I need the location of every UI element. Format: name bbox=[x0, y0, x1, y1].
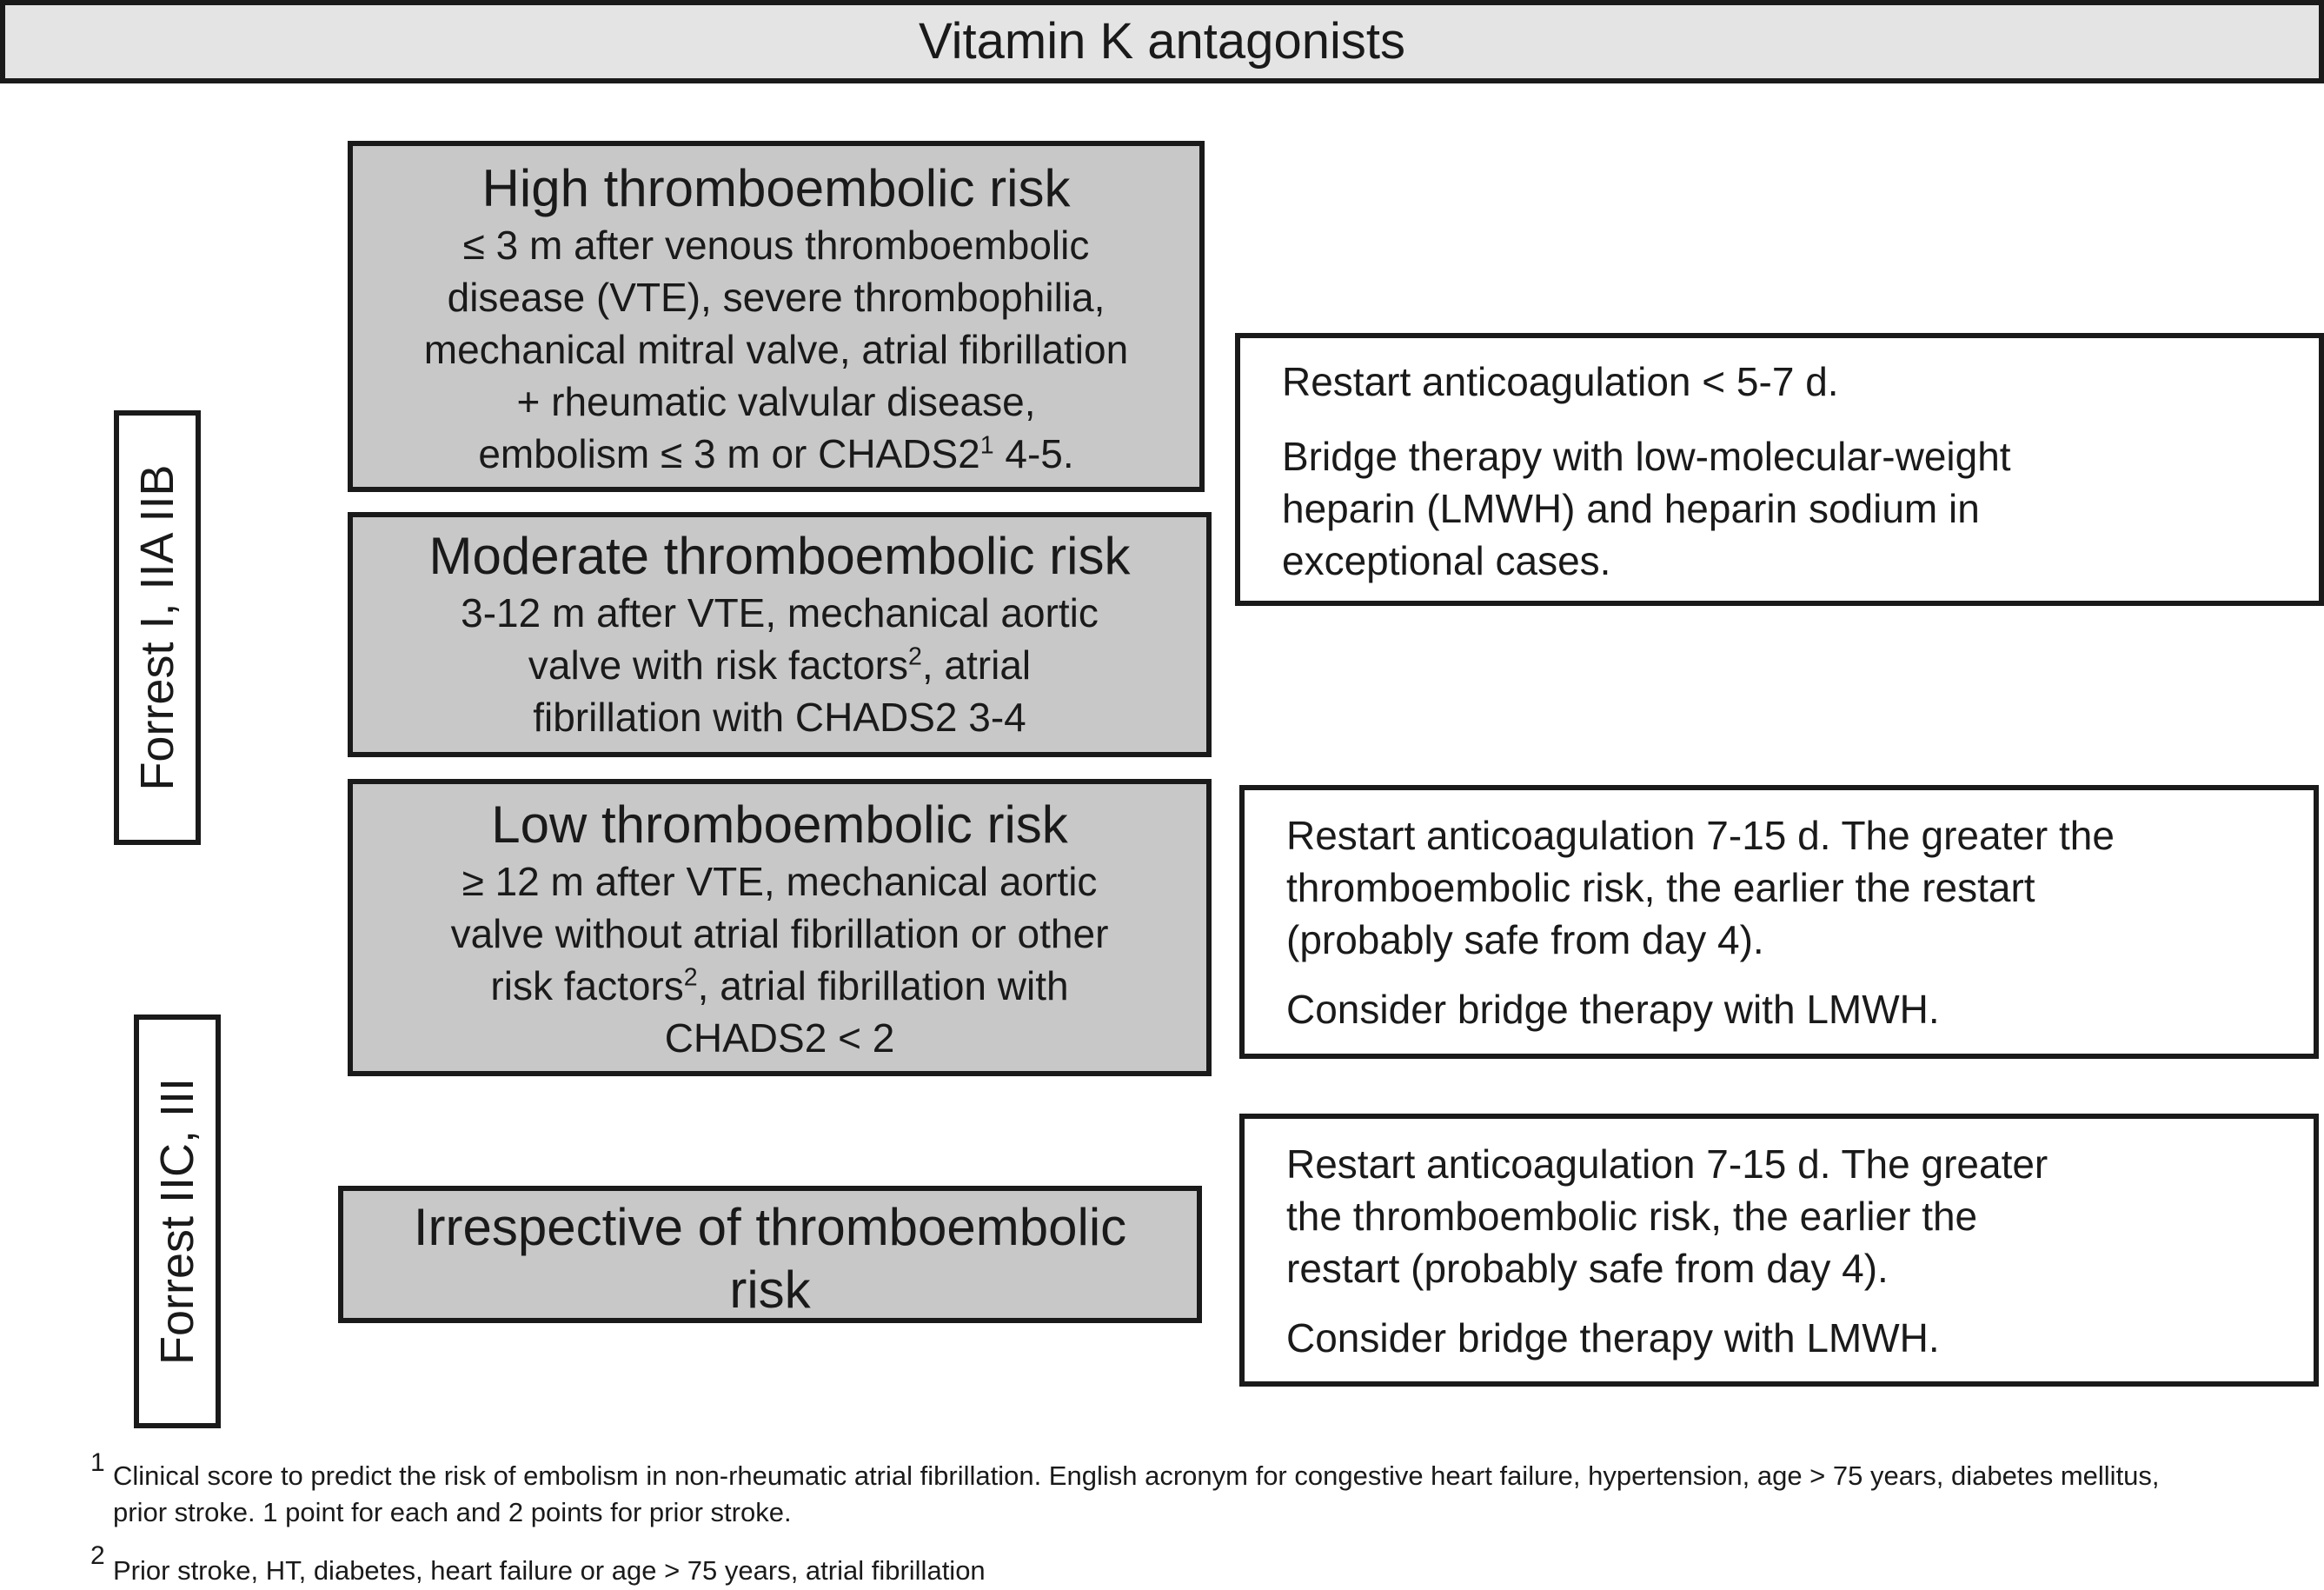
low-risk-line-3-suffix: , atrial fibrillation with bbox=[697, 963, 1069, 1008]
side-label-forrest-top bbox=[114, 410, 201, 845]
recommendation-low-restart-2: thromboembolic risk, the earlier the restart bbox=[1286, 865, 2035, 910]
high-risk-line-4: + rheumatic valvular disease, bbox=[516, 379, 1036, 424]
recommendation-high-moderate bbox=[1235, 333, 2324, 606]
low-risk-box bbox=[348, 779, 1212, 1076]
recommendation-low bbox=[1239, 785, 2319, 1059]
moderate-risk-box bbox=[348, 512, 1212, 757]
high-risk-line-3: mechanical mitral valve, atrial fibrillation bbox=[423, 327, 1129, 372]
side-label-forrest-bottom bbox=[134, 1015, 221, 1428]
low-risk-line-3 bbox=[353, 960, 1206, 1012]
low-risk-line-3-prefix: risk factors bbox=[490, 963, 684, 1008]
high-risk-line-5-suffix: 4-5. bbox=[993, 431, 1074, 476]
footnote-ref-2-low: 2 bbox=[683, 963, 698, 992]
moderate-risk-line-2-suffix: , atrial bbox=[921, 642, 1032, 688]
recommendation-irrespective-bridge: Consider bridge therapy with LMWH. bbox=[1286, 1315, 1940, 1360]
recommendation-high-bridge-1: Bridge therapy with low-molecular-weight bbox=[1282, 434, 2011, 479]
moderate-risk-line-2-prefix: valve with risk factors bbox=[528, 642, 908, 688]
high-risk-line-2: disease (VTE), severe thrombophilia, bbox=[447, 275, 1106, 320]
moderate-risk-line-1: 3-12 m after VTE, mechanical aortic bbox=[461, 590, 1099, 635]
low-risk-line-4: CHADS2 < 2 bbox=[664, 1015, 895, 1061]
footnote-ref-2: 2 bbox=[908, 642, 922, 671]
side-label-forrest-bottom-text: Forrest IIC, III bbox=[151, 1077, 203, 1366]
footnote-ref-1: 1 bbox=[979, 431, 994, 460]
moderate-risk-line-2 bbox=[353, 639, 1206, 691]
recommendation-irrespective-restart-3: restart (probably safe from day 4). bbox=[1286, 1246, 1889, 1291]
recommendation-low-restart-1: Restart anticoagulation 7-15 d. The greater the bbox=[1286, 813, 2115, 858]
side-label-forrest-top-text: Forrest I, IIA IIB bbox=[131, 464, 183, 791]
high-risk-line-1: ≤ 3 m after venous thromboembolic bbox=[462, 223, 1090, 268]
footnote-1-line-2: prior stroke. 1 point for each and 2 points for prior stroke. bbox=[113, 1497, 792, 1527]
high-risk-line-5-prefix: embolism ≤ 3 m or CHADS2 bbox=[478, 431, 980, 476]
high-risk-box bbox=[348, 141, 1205, 492]
page-title-text: Vitamin K antagonists bbox=[919, 13, 1405, 70]
low-risk-line-1: ≥ 12 m after VTE, mechanical aortic bbox=[461, 859, 1098, 904]
recommendation-irrespective bbox=[1239, 1114, 2319, 1387]
high-risk-line-5 bbox=[353, 428, 1199, 480]
recommendation-low-bridge: Consider bridge therapy with LMWH. bbox=[1286, 987, 1940, 1032]
recommendation-high-restart: Restart anticoagulation < 5-7 d. bbox=[1282, 359, 1839, 404]
footnote-2-text: Prior stroke, HT, diabetes, heart failure or age > 75 years, atrial fibrillation bbox=[113, 1555, 986, 1586]
low-risk-title: Low thromboembolic risk bbox=[491, 795, 1068, 854]
footnote-1-line-1: Clinical score to predict the risk of embolism in non-rheumatic atrial fibrillation. English acronym for congestive heart failure, hypertension, age > 75 years, diabetes mellitus, bbox=[113, 1460, 2160, 1491]
recommendation-irrespective-restart-2: the thromboembolic risk, the earlier the bbox=[1286, 1194, 1978, 1239]
recommendation-irrespective-restart-1: Restart anticoagulation 7-15 d. The greater bbox=[1286, 1141, 2048, 1187]
high-risk-title: High thromboembolic risk bbox=[481, 159, 1071, 217]
irrespective-line-1: Irrespective of thromboembolic bbox=[413, 1198, 1127, 1256]
irrespective-risk-box bbox=[338, 1186, 1202, 1323]
recommendation-low-restart-3: (probably safe from day 4). bbox=[1286, 917, 1764, 962]
irrespective-line-2: risk bbox=[729, 1261, 811, 1319]
page-title bbox=[0, 0, 2324, 83]
moderate-risk-title: Moderate thromboembolic risk bbox=[428, 527, 1131, 585]
footnote-2-mark: 2 bbox=[90, 1541, 105, 1570]
recommendation-high-bridge-3: exceptional cases. bbox=[1282, 538, 1611, 583]
moderate-risk-line-3: fibrillation with CHADS2 3-4 bbox=[533, 695, 1026, 740]
low-risk-line-2: valve without atrial fibrillation or other bbox=[450, 911, 1109, 956]
recommendation-high-bridge-2: heparin (LMWH) and heparin sodium in bbox=[1282, 486, 1980, 531]
footnote-1-mark: 1 bbox=[90, 1448, 105, 1477]
